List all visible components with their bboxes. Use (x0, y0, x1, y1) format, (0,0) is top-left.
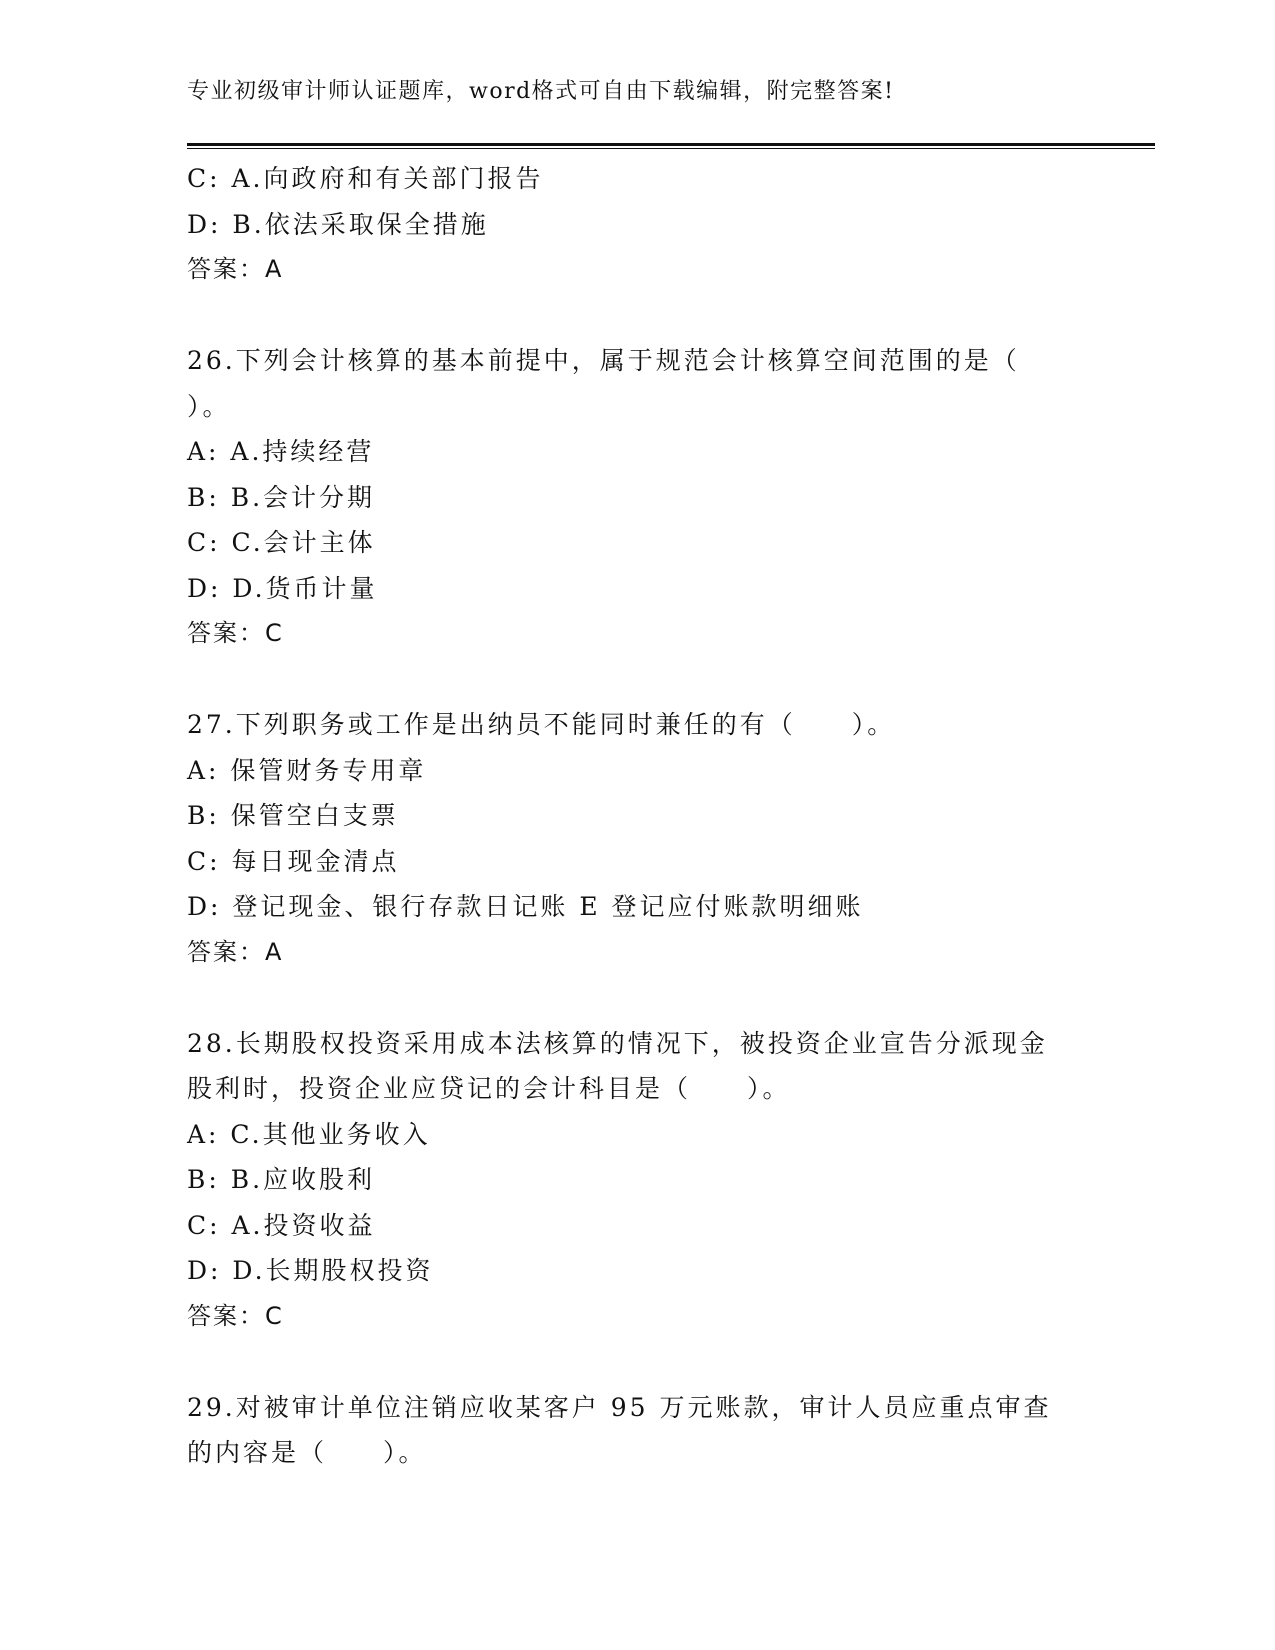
option-line: B: B.应收股利 (187, 1165, 376, 1194)
spacer (187, 975, 1087, 1021)
option-line: C: A.投资收益 (187, 1210, 376, 1240)
spacer (187, 657, 1087, 703)
header-divider (187, 143, 1155, 149)
option-line: D: D.货币计量 (187, 573, 378, 603)
option-line: C: C.会计主体 (187, 528, 376, 557)
page-header: 专业初级审计师认证题库，word格式可自由下载编辑，附完整答案! (187, 79, 895, 104)
question-stem: ）。 (187, 391, 231, 421)
question-stem: 28.长期股权投资采用成本法核算的情况下，被投资企业宣告分派现金 (187, 1028, 1048, 1058)
option-line: B: 保管空白支票 (187, 801, 399, 830)
option-line: C: A.向政府和有关部门报告 (187, 164, 544, 193)
question-stem: 27.下列职务或工作是出纳员不能同时兼任的有（ ）。 (187, 710, 896, 739)
answer-line: 答案：A (187, 937, 284, 966)
question-stem: 26.下列会计核算的基本前提中，属于规范会计核算空间范围的是（ (187, 346, 1020, 375)
option-line: D: D.长期股权投资 (187, 1256, 434, 1285)
option-line: A: A.持续经营 (187, 437, 375, 466)
option-line: A: C.其他业务收入 (187, 1119, 431, 1149)
question-stem: 股利时，投资企业应贷记的会计科目是（ ）。 (187, 1074, 791, 1103)
question-content (187, 156, 1087, 1476)
option-line: B: B.会计分期 (187, 482, 376, 512)
option-line: C: 每日现金清点 (187, 846, 400, 876)
spacer (187, 1339, 1087, 1385)
question-stem: 的内容是（ ）。 (187, 1438, 427, 1467)
spacer (187, 293, 1087, 339)
option-line: D: B.依法采取保全措施 (187, 209, 489, 239)
answer-line: 答案：C (187, 1301, 284, 1330)
answer-line: 答案：A (187, 255, 284, 283)
answer-line: 答案：C (187, 619, 284, 647)
option-line: D: 登记现金、银行存款日记账 E 登记应付账款明细账 (187, 892, 864, 921)
question-stem: 29.对被审计单位注销应收某客户 95 万元账款，审计人员应重点审查 (187, 1392, 1052, 1422)
option-line: A: 保管财务专用章 (187, 755, 427, 785)
